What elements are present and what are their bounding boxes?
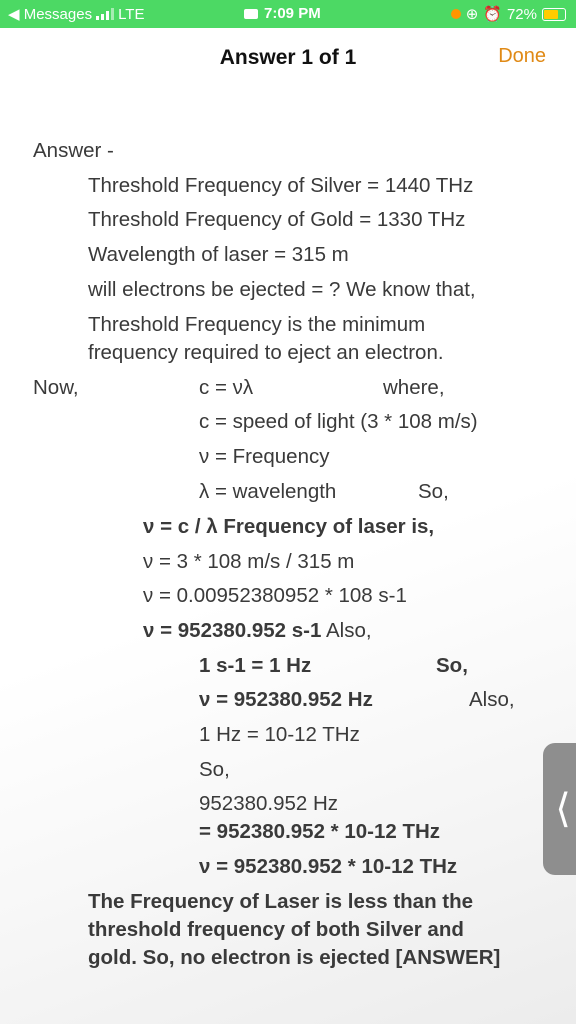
thz-conversion: 1 Hz = 10-12 THz: [199, 723, 360, 746]
status-right: [451, 5, 566, 23]
equation-hz: ν = 952380.952 Hz: [199, 688, 373, 711]
equation-result: ν = 952380.952 s-1: [143, 619, 322, 642]
side-panel-tab[interactable]: [543, 743, 576, 875]
status-left: [8, 5, 144, 23]
hz-value: 952380.952 Hz: [199, 792, 339, 815]
conclusion-line-2: threshold frequency of both Silver and: [88, 918, 464, 941]
hz-conversion: 1 s-1 = 1 Hz: [199, 654, 312, 677]
lock-rotation-icon: ⊕: [465, 6, 479, 23]
signal-icon: [96, 8, 114, 20]
where-label: where,: [383, 376, 445, 399]
now-label: Now,: [33, 376, 79, 399]
equation-c: c = νλ: [199, 376, 254, 399]
done-button[interactable]: Done: [498, 45, 546, 67]
line-definition-2: frequency required to eject an electron.: [88, 341, 444, 364]
so-label-1: So,: [418, 480, 449, 503]
equation-thz-2: ν = 952380.952 * 10-12 THz: [199, 855, 458, 878]
network-label: LTE: [118, 5, 145, 23]
camera-icon: [244, 9, 258, 19]
battery-percent: 72%: [506, 5, 537, 23]
battery-icon: [542, 8, 566, 21]
so-label-2: So,: [436, 654, 468, 677]
equation-substitution: ν = 3 * 108 m/s / 315 m: [143, 550, 355, 573]
also-label-1: Also,: [325, 619, 372, 642]
line-wavelength: Wavelength of laser = 315 m: [88, 243, 349, 266]
status-bar: [0, 0, 576, 28]
back-to-messages-link[interactable]: ◀ Messages: [8, 6, 93, 23]
line-definition-1: Threshold Frequency is the minimum: [88, 313, 426, 336]
equation-thz-1: = 952380.952 * 10-12 THz: [199, 820, 441, 843]
lambda-definition: λ = wavelength: [199, 480, 337, 503]
chevron-left-icon: ⟨: [555, 787, 571, 831]
line-silver: Threshold Frequency of Silver = 1440 THz: [88, 174, 474, 197]
status-time: 7:09 PM: [264, 5, 321, 22]
alarm-icon: ⏰: [483, 6, 502, 23]
equation-frequency: ν = c / λ Frequency of laser is,: [143, 515, 435, 538]
conclusion-line-1: The Frequency of Laser is less than the: [88, 890, 474, 913]
answer-heading: Answer -: [33, 139, 114, 162]
equation-decimal: ν = 0.00952380952 * 108 s-1: [143, 584, 407, 607]
recording-dot-icon: [451, 9, 461, 19]
conclusion-line-3: gold. So, no electron is ejected [ANSWER]: [88, 946, 501, 969]
nu-definition: ν = Frequency: [199, 445, 330, 468]
nav-bar: [0, 28, 576, 88]
page-title: Answer 1 of 1: [219, 46, 357, 69]
also-label-2: Also,: [469, 688, 515, 711]
line-gold: Threshold Frequency of Gold = 1330 THz: [88, 208, 466, 231]
so-label-3: So,: [199, 758, 230, 781]
equation-result-line: [143, 619, 372, 643]
c-definition: c = speed of light (3 * 108 m/s): [199, 410, 478, 433]
status-center: [244, 5, 321, 22]
line-question: will electrons be ejected = ? We know that,: [88, 278, 476, 301]
